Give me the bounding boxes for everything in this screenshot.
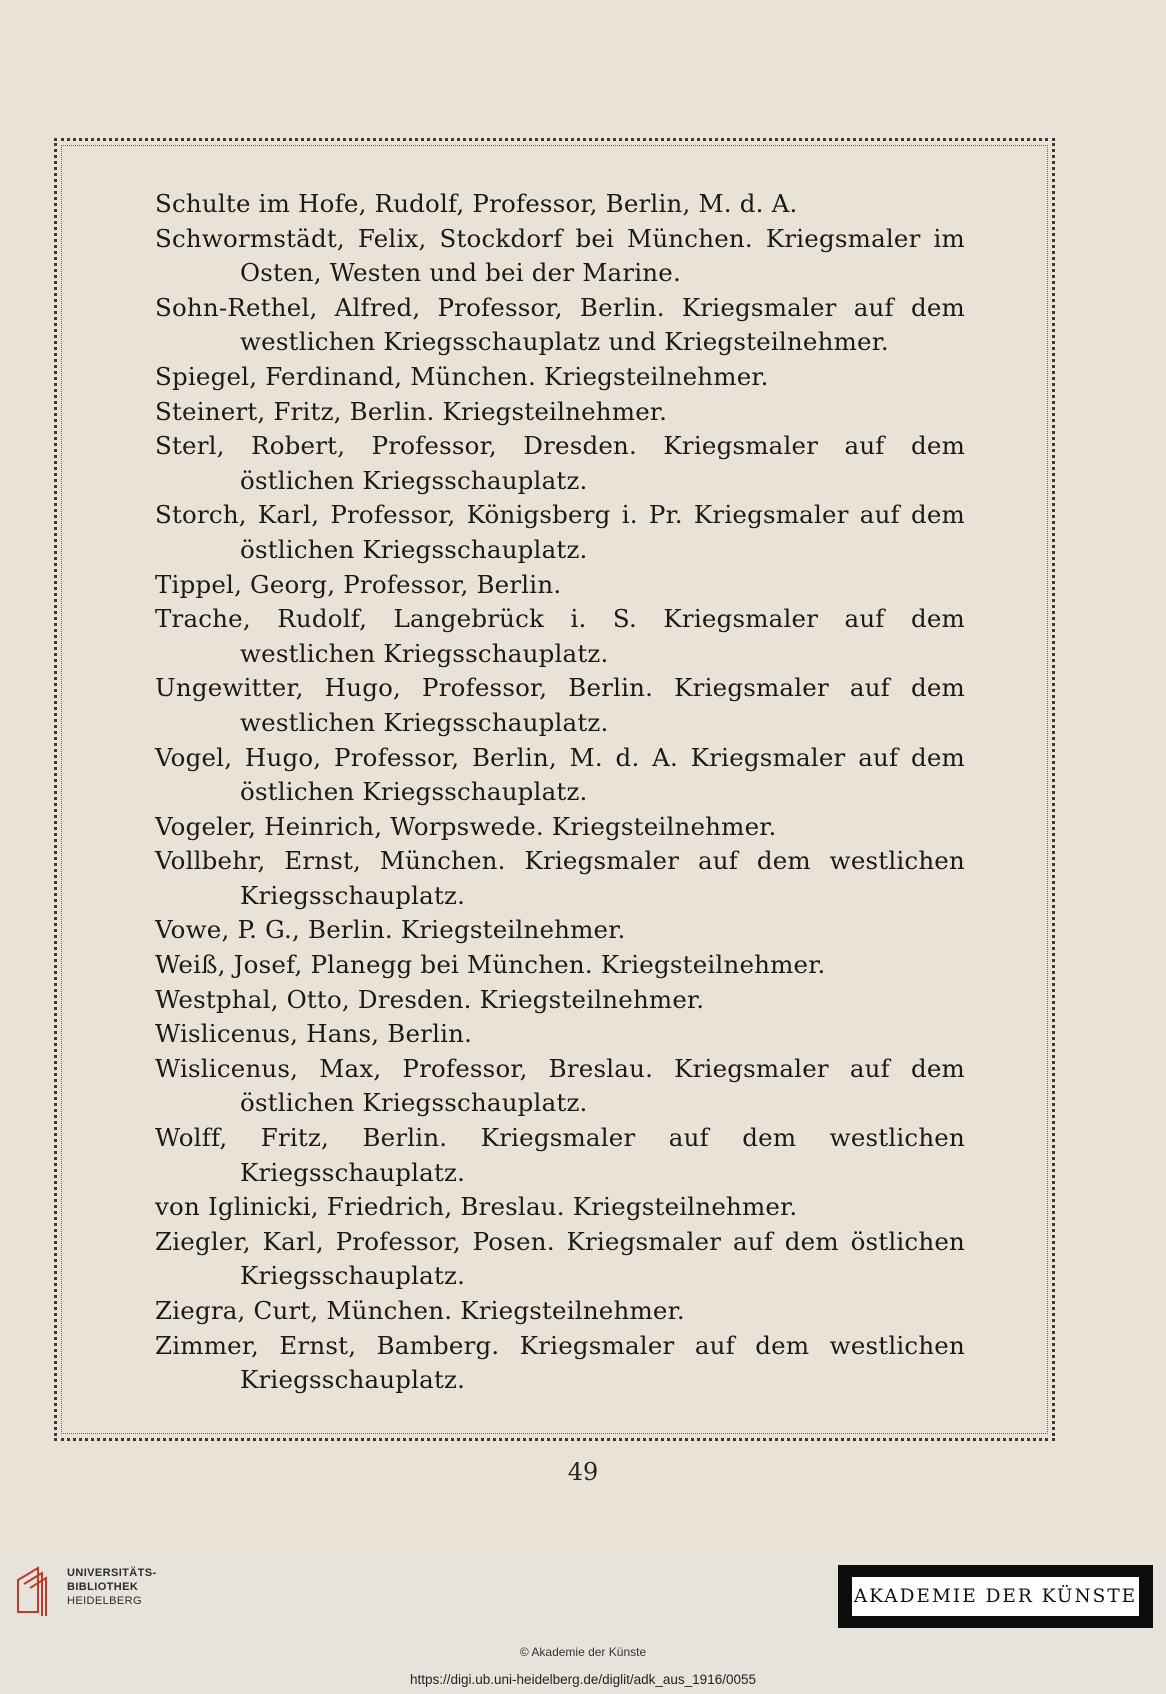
university-library-name[interactable]: UNIVERSITÄTS- BIBLIOTHEK HEIDELBERG [67,1567,157,1607]
list-item: Spiegel, Ferdinand, München. Kriegsteilnehmer. [155,361,769,391]
list-item: Vollbehr, Ernst, München. Kriegsmaler auf dem westlichen Kriegsschauplatz. [155,846,965,910]
list-item: Vogeler, Heinrich, Worpswede. Kriegsteilnehmer. [155,811,777,841]
list-item: Vowe, P. G., Berlin. Kriegsteilnehmer. [155,915,626,945]
list-item: Westphal, Otto, Dresden. Kriegsteilnehmer. [155,984,705,1014]
list-item: Tippel, Georg, Professor, Berlin. [155,569,562,599]
list-item: Ungewitter, Hugo, Professor, Berlin. Kriegsmaler auf dem westlichen Kriegsschauplatz. [155,673,965,737]
list-item: von Iglinicki, Friedrich, Breslau. Kriegsteilnehmer. [155,1192,798,1222]
list-item: Sterl, Robert, Professor, Dresden. Kriegsmaler auf dem östlichen Kriegsschauplatz. [155,431,965,495]
list-item: Steinert, Fritz, Berlin. Kriegsteilnehmer. [155,396,668,426]
list-item: Wislicenus, Max, Professor, Breslau. Kriegsmaler auf dem östlichen Kriegsschauplatz. [155,1053,965,1118]
akademie-logo[interactable] [838,1565,1153,1628]
permalink-url[interactable]: https://digi.ub.uni-heidelberg.de/diglit/adk_aus_1916/0055 [409,1672,756,1687]
list-item: Ziegler, Karl, Professor, Posen. Kriegsmaler auf dem östlichen Kriegsschauplatz. [155,1226,965,1291]
page-number: 49 [567,1458,599,1486]
list-item: Weiß, Josef, Planegg bei München. Kriegsteilnehmer. [155,950,826,980]
list-item: Trache, Rudolf, Langebrück i. S. Kriegsmaler auf dem westlichen Kriegsschauplatz. [155,604,965,668]
akademie-logo-text: AKADEMIE DER KÜNSTE [852,1577,1139,1616]
list-item: Wislicenus, Hans, Berlin. [155,1019,473,1049]
list-item: Sohn-Rethel, Alfred, Professor, Berlin. Kriegsmaler auf dem westlichen Kriegsschauplatz und Kriegsteilnehmer. [155,292,965,357]
list-item: Storch, Karl, Professor, Königsberg i. Pr. Kriegsmaler auf dem östlichen Kriegsschauplatz. [155,500,965,564]
list-item: Ziegra, Curt, München. Kriegsteilnehmer. [155,1296,685,1325]
artist-list [155,187,965,1398]
list-item: Wolff, Fritz, Berlin. Kriegsmaler auf dem westlichen Kriegsschauplatz. [155,1123,965,1187]
list-item: Zimmer, Ernst, Bamberg. Kriegsmaler auf dem westlichen Kriegsschauplatz. [155,1330,965,1395]
list-item: Schulte im Hofe, Rudolf, Professor, Berlin, M. d. A. [155,189,798,218]
university-library-logo-icon[interactable] [12,1562,58,1618]
list-item: Vogel, Hugo, Professor, Berlin, M. d. A. Kriegsmaler auf dem östlichen Kriegsschauplatz. [155,742,965,807]
copyright-text: © Akademie der Künste [519,1645,647,1659]
list-item: Schwormstädt, Felix, Stockdorf bei München. Kriegsmaler im Osten, Westen und bei der Marine. [155,223,965,288]
